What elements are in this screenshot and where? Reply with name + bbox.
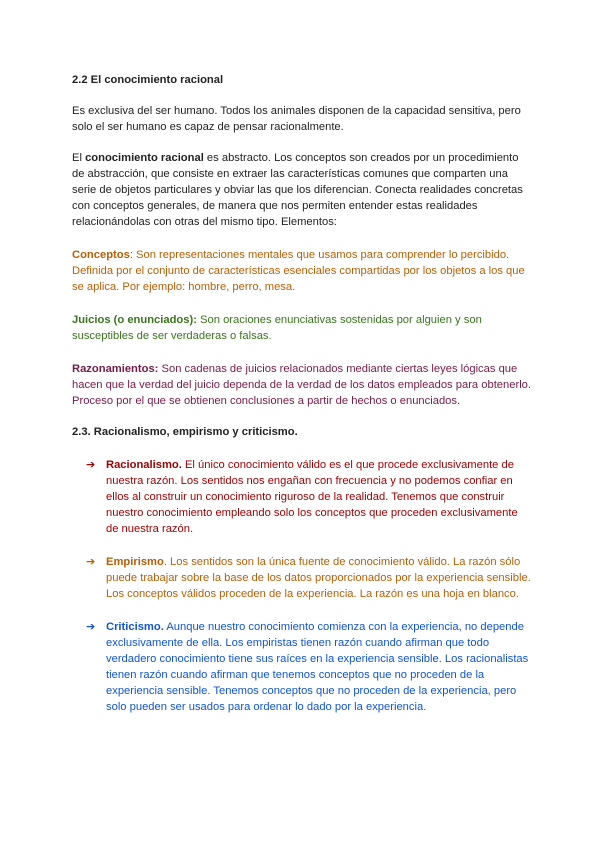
section-heading-racionalismo-empirismo-criticismo: 2.3. Racionalismo, empirismo y criticismo.	[72, 426, 298, 438]
arrow-right-icon: ➔	[86, 458, 96, 471]
racionalismo-text: El único conocimiento válido es el que procede exclusivamente de nuestra razón. Los sentidos nos engañan con frecuencia y no podemos confiar en ellos al construir un conocimiento riguroso de la realidad. Tenemos que construir nuestro conocimiento empleando solo los conceptos que proceden exclusivamente de nuestra razón.	[106, 459, 518, 535]
paragraph-razonamientos	[72, 361, 532, 409]
section-heading-conocimiento-racional: 2.2 El conocimiento racional	[72, 74, 224, 86]
bullet-empirismo	[72, 554, 532, 602]
term-juicios: Juicios (o enunciados):	[72, 314, 197, 326]
empirismo-text: . Los sentidos son la única fuente de conocimiento válido. La razón sólo puede trabajar sobre la base de los datos proporcionados por la experiencia sensible. Los conceptos válidos proceden de la experiencia. La razón es una hoja en blanco.	[106, 556, 531, 600]
paragraph-juicios	[72, 312, 532, 344]
term-conceptos: Conceptos	[72, 249, 130, 261]
juicios-text: Son oraciones enunciativas sostenidas por alguien y son susceptibles de ser verdaderas o falsas.	[72, 314, 482, 342]
term-criticismo: Criticismo.	[106, 621, 164, 633]
term-razonamientos: Razonamientos:	[72, 363, 159, 375]
arrow-right-icon: ➔	[86, 620, 96, 633]
bullet-criticismo	[72, 619, 532, 715]
term-racionalismo: Racionalismo.	[106, 459, 182, 471]
paragraph-intro: Es exclusiva del ser humano. Todos los animales disponen de la capacidad sensitiva, pero solo el ser humano es capaz de pensar racionalmente.	[72, 105, 521, 133]
razonamientos-text: Son cadenas de juicios relacionados mediante ciertas leyes lógicas que hacen que la verdad del juicio dependa de la verdad de los datos empleados para obtenerlo. Proceso por el que se obtienen conclusiones a partir de hechos o enunciados.	[72, 363, 532, 407]
arrow-right-icon: ➔	[86, 555, 96, 568]
bullet-racionalismo	[72, 457, 532, 537]
paragraph-conocimiento-racional	[72, 150, 532, 230]
paragraph-conceptos	[72, 247, 532, 295]
term-empirismo: Empirismo	[106, 556, 164, 568]
p2-text: es abstracto. Los conceptos son creados por un procedimiento de abstracción, que consiste en extraer las características comunes que comparten una serie de objetos particulares y obviar las que los diferencian. Conecta realidades concretas con conceptos generales, de manera que nos permiten entender estas realidades relacionándolas con otras del mismo tipo. Elementos:	[72, 152, 523, 228]
conceptos-text: : Son representaciones mentales que usamos para comprender lo percibido. Definida por el conjunto de características esenciales compartidas por los objetos a los que se aplica. Por ejemplo: hombre, perro, mesa.	[72, 249, 525, 293]
document-body	[72, 72, 532, 715]
criticismo-text: Aunque nuestro conocimiento comienza con la experiencia, no depende exclusivamente de ella. Los empiristas tienen razón cuando afirman que todo verdadero conocimiento tiene sus raíces en la experiencia sensible. Los racionalistas tienen razón cuando afirman que tenemos conceptos que no proceden de la experiencia sensible. Tenemos conceptos que no proceden de la experiencia, pero solo pueden ser usados para ordenar lo dado por la experiencia.	[106, 621, 529, 713]
p2-prefix: El	[72, 152, 86, 164]
term-conocimiento-racional: conocimiento racional	[85, 152, 204, 164]
